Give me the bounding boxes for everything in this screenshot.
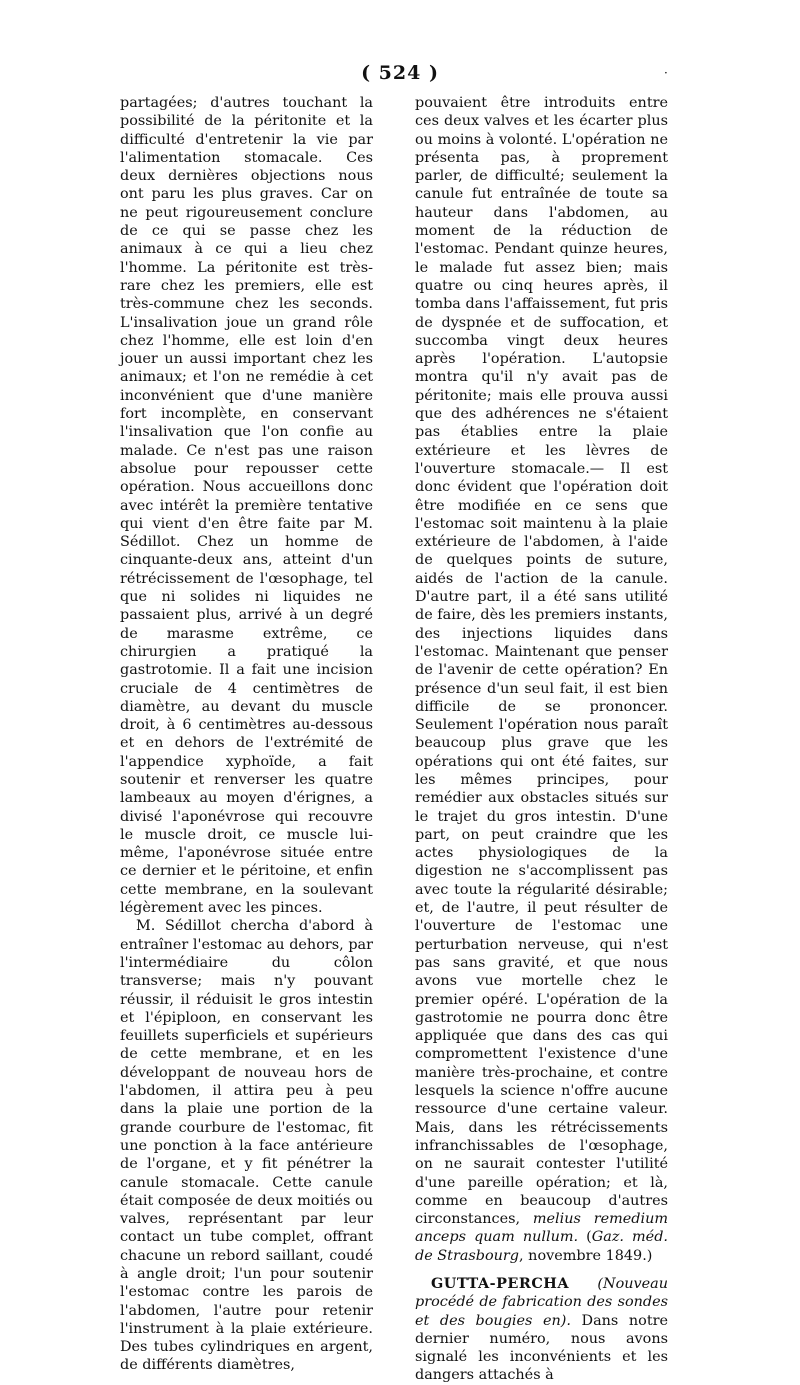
ref-open: ( [578,1229,592,1246]
entry-title: (Nouveau procédé de fabrication des sondes et des bougies en). [415,1276,668,1329]
gutta-percha-entry [415,1275,668,1385]
page-number: ( 524 ) [361,62,439,84]
right-column [415,94,668,1385]
ref-journal: Gaz. méd. de Strasbourg [415,1229,668,1264]
right-paragraph-1-text: pouvaient être introduits entre ces deux valves et les écarter plus ou moins à volonté. L'opération ne présenta pas, à proprement parler, de difficulté; seulement la canule fut entraînée de toute sa hauteur dans l'abdomen, au moment de la réduction de l'estomac. Pendant quinze heures, le malade fut assez bien; mais quatre ou cinq heures après, il tomba dans l'affaissement, fut pris de dyspnée et de suffocation, et succomba vingt deux heures après l'opération. L'autopsie montra qu'il n'y avait pas de péritonite; mais elle prouva aussi que des adhérences ne s'étaient pas établies entre la plaie extérieure et les lèvres de l'ouverture stomacale.— Il est donc évident que l'opération doit être modifiée en ce sens que l'estomac soit maintenu à la plaie extérieure de l'abdomen, à l'aide de quelques points de suture, aidés de l'action de la canule. D'autre part, il a été sans utilité de faire, dès les premiers instants, des injections liquides dans l'estomac. Maintenant que penser de l'avenir de cette opération? En présence d'un seul fait, il est bien difficile de se prononcer. Seulement l'opération nous paraît beaucoup plus grave que les opérations qui ont été faites, sur les mêmes principes, pour remédier aux obstacles situés sur le trajet du gros intestin. D'une part, on peut craindre que les actes physiologiques de la digestion ne s'accomplissent pas avec toute la régularité désirable; et, de l'autre, il peut résulter de l'ouverture de l'estomac une perturbation nerveuse, qui n'est pas sans gravité, et que nous avons vue mortelle chez le premier opéré. L'opération de la gastrotomie ne pourra donc être appliquée que dans des cas qui compromettent l'existence d'une manière très-prochaine, et contre lesquels la science n'offre aucune ressource d'une certaine valeur. Mais, dans les rétrécissements infranchissables de l'œsophage, on ne saurait contester l'utilité d'une pareille opération; et là, comme en beaucoup d'autres circonstances, [415,95,668,1228]
left-column [120,94,373,1375]
entry-heading: GUTTA-PERCHA [431,1275,570,1292]
entry-text: Dans notre dernier numéro, nous avons signalé les inconvénients et les dangers attachés à [415,1312,668,1384]
latin-quote: melius remedium anceps quam nullum. [415,1211,668,1246]
ref-date: , novembre 1849.) [519,1247,653,1264]
right-paragraph-1 [415,94,668,1265]
left-paragraph-2: M. Sédillot chercha d'abord à entraîner l'estomac au dehors, par l'intermédiaire du côlon transverse; mais n'y pouvant réussir, il réduisit le gros intestin et l'épiploon, en conservant les feuillets superficiels et supérieurs de cette membrane, et en les développant de nouveau hors de l'abdomen, il attira peu à peu dans la plaie une portion de la grande courbure de l'estomac, fit une ponction à la face antérieure de l'organe, et y fit pénétrer la canule stomacale. Cette canule était composée de deux moitiés ou valves, représentant par leur contact un tube complet, offrant chacune un rebord saillant, coudé à angle droit; l'un pour soutenir l'estomac contre les parois de l'abdomen, l'autre pour retenir l'instrument à la plaie extérieure. Des tubes cylindriques en argent, de différents diamètres, [120,918,373,1374]
left-paragraph-1: partagées; d'autres touchant la possibilité de la péritonite et la difficulté d'entretenir la vie par l'alimentation stomacale. Ces deux dernières objections nous ont paru les plus graves. Car on ne peut rigoureusement conclure de ce qui se passe chez les animaux à ce qui a lieu chez l'homme. La péritonite est très-rare chez les premiers, elle est très-commune chez les seconds. L'insalivation joue un grand rôle chez l'homme, elle est loin d'en jouer un aussi important chez les animaux; et l'on ne remédie à cet inconvénient que d'une manière fort incomplète, en conservant l'insalivation que l'on confie au malade. Ce n'est pas une raison absolue pour repousser cette opération. Nous accueillons donc avec intérêt la première tentative qui vient d'en être faite par M. Sédillot. Chez un homme de cinquante-deux ans, atteint d'un rétrécissement de l'œsophage, tel que ni solides ni liquides ne passaient plus, arrivé à un degré de marasme extrême, ce chirurgien a pratiqué la gastrotomie. Il a fait une incision cruciale de 4 centimètres de diamètre, au devant du muscle droit, à 6 centimètres au-dessous et en dehors de l'extrémité de l'appendice xyphoïde, a fait soutenir et renverser les quatre lambeaux au moyen d'érignes, a divisé l'aponévrose qui recouvre le muscle droit, ce muscle lui-même, l'aponévrose située entre ce dernier et le péritoine, et enfin cette membrane, en la soulevant légèrement avec les pinces. [120,95,373,917]
page-mark: · [664,66,668,80]
